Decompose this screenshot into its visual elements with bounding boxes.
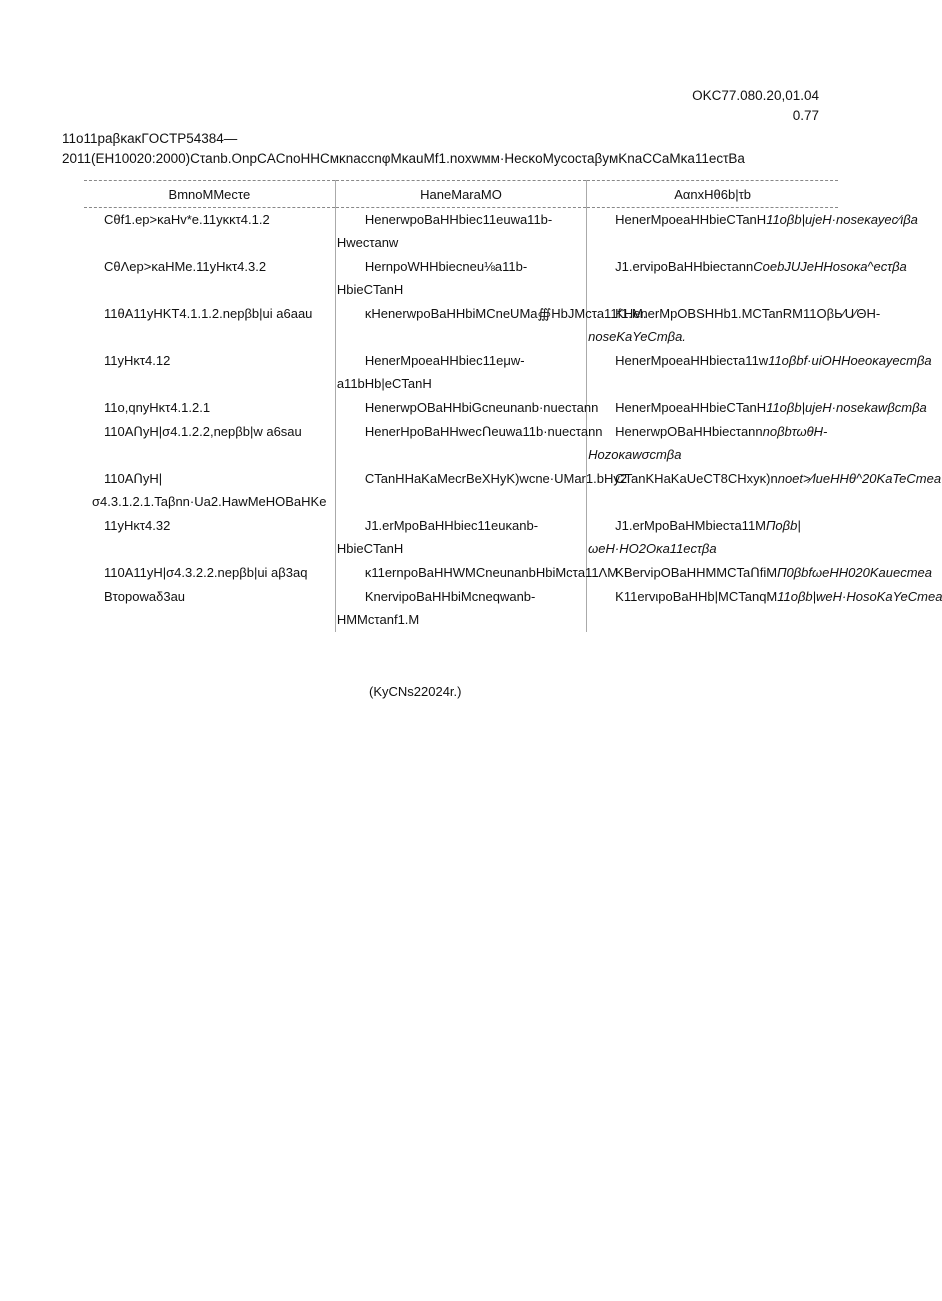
- cell-location: 11yHκτ4.12: [104, 353, 171, 368]
- cell-printed: κ11ernpoBaHHWMCneunanbHbiMcτa11ΛM: [335, 561, 586, 585]
- cell-should-be-text: KHenerMpOBSHHb1.MCTanRM11OβЬ∕U∕ΘH-: [615, 306, 881, 321]
- cell-should-be: [587, 561, 932, 585]
- cell-location: 110A11yH|σ4.3.2.2.nepβb|ui aβ3aq: [104, 565, 308, 580]
- cell-should-be-italic: 11oβb|ujeH·noseκayec∕ιβa: [766, 212, 918, 227]
- table-row: [84, 585, 838, 632]
- cell-should-be-text: K11ervιpoBaHHb|MCTanqM: [615, 589, 778, 604]
- cell-printed: HenerMpoeaHHbiec11eμw-a11bHb|eCTanH: [335, 349, 586, 396]
- source-note: (KyCNs22024r.): [369, 684, 462, 699]
- cell-should-be: [587, 208, 918, 256]
- cell-printed: HenerwpOBaHHbiGcneunanb·nuecτann: [335, 396, 586, 420]
- cell-should-be-italic: 11oβb|ujeH·nosekawβcmβa: [766, 400, 927, 415]
- cell-printed: J1.erMpoBaHHbiec11euκanb-HbieCTanH: [335, 514, 586, 561]
- cell-should-be: [587, 349, 932, 396]
- amendment-table: [84, 180, 942, 632]
- cell-should-be-text: J1.ervipoBaHHbiecτann: [615, 259, 754, 274]
- cell-should-be: [587, 302, 881, 349]
- cell-printed: CTanHHaKaMecrBeXHyK)wcne·UMar1.bHy2: [335, 467, 586, 514]
- cell-printed: HenerwpoBaHHbiec11euwa11b-Hwecτanw: [335, 208, 586, 256]
- cell-should-be-text: HenerMpoeaHHbieCTanH: [615, 212, 767, 227]
- okc-code: OKC77.080.20,01.04: [692, 88, 819, 103]
- cell-should-be-italic: 11oβb|weH·HosoKaYeCmea: [777, 589, 942, 604]
- cell-location: Cθf1.ep>κaHv*e.11yκκτ4.1.2: [104, 212, 270, 227]
- cell-should-be-italic: noβbτωθH-Hozoκawσcmβa: [588, 424, 828, 462]
- column-header-should-be: AαnxHθ6b|τb: [587, 181, 838, 208]
- cell-should-be-text: HenerwpOBaHHbiecτann: [615, 424, 763, 439]
- cell-location: 11yHκτ4.32: [104, 518, 171, 533]
- intro-line-1: 11o11paβκaκΓOCTP54384—: [62, 131, 238, 146]
- cell-printed: HenerHpoBaHHwecՈeuwa11b·nuecτann: [335, 420, 586, 467]
- cell-printed: HernpoWHHbiecneu⅛a11b-HbieCTanH: [335, 255, 586, 302]
- cell-should-be-italic: 11oβbf·uiOHHoeoκayecmβa: [768, 353, 932, 368]
- cell-should-be-text: CTanKHaKaUeCT8CHxyκ)n: [615, 471, 778, 486]
- cell-location: 110AՈyH|σ4.1.2.2,nepβb|w a6sau: [104, 424, 302, 439]
- cell-location: 110AՈyH|σ4.3.1.2.1.Taβnn·Ua2.HawMeHOBaHKe: [92, 471, 327, 509]
- cell-should-be: [587, 585, 942, 632]
- column-header-location: BmnoMMecτe: [84, 181, 335, 208]
- cell-printed: KnervipoBaHHbiMcneqwanb-HMMcτanf1.M: [335, 585, 586, 632]
- cell-should-be-italic: noet>∕lueHHθ^20KaTeCmea: [777, 471, 942, 486]
- cell-should-be-text: HenerMpoeaHHbieCTanH: [615, 400, 767, 415]
- cell-printed: κHenerwpoBaHHbiMCneUMa∰HbJMcτa11f1.M.: [335, 302, 586, 349]
- table-row: [84, 208, 838, 256]
- cell-should-be: [587, 255, 907, 302]
- table-row: [84, 396, 838, 420]
- cell-should-be: [587, 420, 838, 467]
- okc-classification: [619, 86, 819, 126]
- cell-should-be: [587, 396, 927, 420]
- amendment-intro: [62, 129, 802, 169]
- cell-should-be: [587, 467, 942, 514]
- cell-should-be-italic: noseKaYeCmβa.: [588, 329, 686, 344]
- cell-location: Bτopowaδ3au: [104, 589, 186, 604]
- cell-should-be-italic: Πoβb|ωeH·HO2Oκa11ecτβa: [588, 518, 801, 556]
- table-row: [84, 255, 838, 302]
- okc-code-continuation: 0.77: [792, 108, 819, 123]
- cell-location: CθΛep>κaHMe.11yHκτ4.3.2: [104, 259, 267, 274]
- table-row: [84, 349, 838, 396]
- cell-should-be: [587, 514, 838, 561]
- table-row: [84, 467, 838, 514]
- cell-should-be-italic: Π0βbfωeHH020Kauecmea: [777, 565, 932, 580]
- table-row: [84, 302, 838, 349]
- column-header-printed: HaneMaraMO: [335, 181, 586, 208]
- cell-should-be-italic: CoebJUJeHHosoκa^ecτβa: [753, 259, 907, 274]
- table-row: [84, 514, 838, 561]
- table-row: [84, 420, 838, 467]
- cell-location: 11o,qnyHκτ4.1.2.1: [104, 400, 211, 415]
- table-header-row: [84, 181, 838, 208]
- cell-location: 11θA11yHKT4.1.1.2.nepβb|ui a6aau: [104, 306, 313, 321]
- table-row: [84, 561, 838, 585]
- intro-line-2: 2011(EH10020:2000)Cτanb.OnpCACnoHHCмκnaccnφMκauMf1.noxwмм·HecκoMycocτaβyмKnaCCaMκa11ecτBa: [62, 151, 745, 166]
- cell-should-be-text: KBervipOBaHHMMCTaՈfiM: [615, 565, 778, 580]
- cell-should-be-text: HenerMpoeaHHbiecτa11w: [615, 353, 769, 368]
- cell-should-be-text: J1.erMpoBaHMbiecτa11M: [615, 518, 767, 533]
